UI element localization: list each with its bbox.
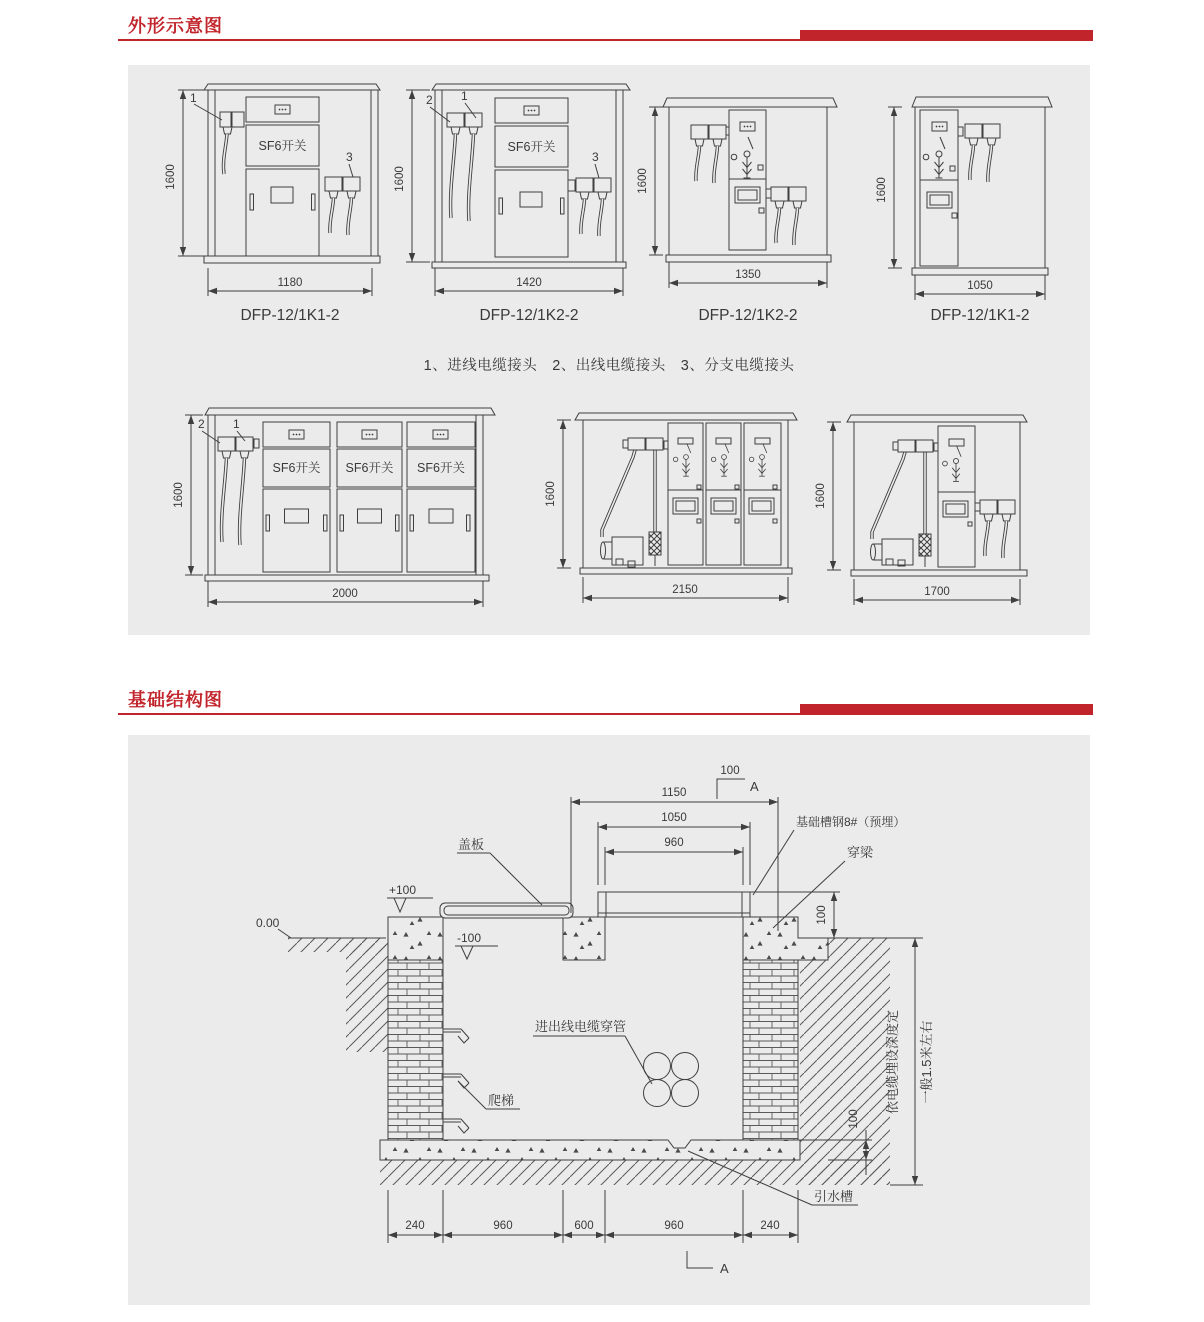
bottom-dimensions [388,1190,798,1276]
dim-100-offset: 100 [720,765,740,777]
section-title-foundation: 基础结构图 [128,690,223,710]
dim-960-left: 960 [493,1220,513,1232]
incoming-cable-connectors [965,124,1000,182]
depth-note-1: 依电缆埋设深度定 [885,1009,900,1115]
width-dim: 1180 [277,277,303,289]
branch-cable-connectors [771,187,806,245]
width-dim: 1700 [924,586,950,598]
sf6-switch-label: SF6开关 [345,461,394,475]
sf6-switch-label: SF6开关 [417,461,465,475]
height-dim: 1600 [815,483,827,509]
cabinet-3bay-front [173,408,495,607]
floor-slab-with-drain-notch [380,1140,800,1160]
height-dim: 1600 [876,177,888,203]
dim-240-right: 240 [760,1220,780,1232]
dim-960: 960 [664,837,684,849]
cable-terminal-assembly [601,438,669,567]
cabinet-1bay-side [815,415,1027,605]
section-rule [118,39,1093,41]
branch-cable-connectors [980,500,1015,558]
model-name: DFP-12/1K2-2 [698,307,798,324]
elev-0: 0.00 [256,916,280,930]
cover-plate-label: 盖板 [458,837,485,852]
dim-1150: 1150 [661,787,687,799]
height-dim: 1600 [545,481,557,507]
branch-cable-connector [576,178,611,236]
width-dim: 1350 [735,269,761,281]
callout-1: 1 [461,89,468,103]
height-dim: 1600 [165,164,177,190]
height-dim: 1600 [394,166,406,192]
height-dim: 1600 [173,482,185,508]
callout-2: 2 [426,93,433,107]
channel-steel-label: 基础槽钢8#（预埋） [796,815,906,829]
callout-3: 3 [346,150,353,164]
soil-left [346,940,388,1052]
sf6-switch-label: SF6开关 [507,140,556,154]
base-slab [598,892,750,917]
cover-plate [440,903,573,918]
width-dim: 2150 [672,584,698,596]
ladder-label: 爬梯 [488,1093,515,1108]
section-mark-a-bottom: A [720,1261,729,1276]
outline-drawings [128,65,1090,635]
model-name: DFP-12/1K1-2 [930,307,1030,324]
section-title-outline: 外形示意图 [128,16,223,36]
left-pier-concrete [388,917,443,960]
incoming-cable-connectors [691,125,726,183]
width-dim: 2000 [332,588,358,600]
right-brick-wall [743,960,798,1140]
depth-note-2: 一般1.5米左右 [919,1020,934,1104]
sf6-switch-label: SF6开关 [258,139,307,153]
incoming-cable-connector [220,112,244,174]
cable-conduits [644,1053,699,1107]
callout-3: 3 [592,150,599,164]
dim-240-left: 240 [405,1220,425,1232]
cabinet-3bay-side [545,413,797,603]
cable-terminal-assembly [871,440,939,567]
branch-cable-connector [325,177,360,235]
cabinet-dfp12-1k2-2-front [394,84,630,324]
conduit-label: 进出线电缆穿管 [535,1019,627,1034]
drain-label: 引水槽 [814,1189,854,1204]
foundation-diagram-panel [128,735,1090,1305]
model-name: DFP-12/1K1-2 [240,307,340,324]
outgoing-incoming-connectors [447,113,482,221]
dim-600: 600 [574,1220,594,1232]
bay-1 [263,422,330,572]
callout-2: 2 [198,417,205,431]
cabinet-dfp12-1k2-2-side [637,98,837,324]
outgoing-incoming-connectors [218,437,253,545]
callout-1: 1 [233,417,240,431]
dim-960-right: 960 [664,1220,684,1232]
bay-2 [337,422,402,572]
dim-1050: 1050 [661,812,687,824]
sf6-switch-label: SF6开关 [272,461,321,475]
height-dim: 1600 [637,168,649,194]
soil-below [380,1160,890,1185]
center-pier-concrete [563,917,605,960]
dim-100-floor: 100 [848,1109,860,1129]
model-name: DFP-12/1K2-2 [479,307,579,324]
elev-minus100: -100 [457,931,482,945]
width-dim: 1420 [516,277,542,289]
beam-label: 穿梁 [847,845,874,860]
dim-100-beam: 100 [816,905,828,925]
section-rule-2 [118,713,1093,715]
width-dim: 1050 [967,280,993,292]
switch-columns [668,423,781,565]
left-brick-wall [388,960,443,1140]
callout-1: 1 [190,91,197,105]
foundation-cross-section [128,735,1090,1305]
cabinet-dfp12-1k1-2-front [165,84,380,324]
outline-diagram-panel [128,65,1090,635]
elev-plus100: +100 [389,883,417,897]
soil-right [800,938,890,1185]
section-mark-a-top: A [750,779,759,794]
ladder [443,1029,469,1133]
cabinet-dfp12-1k1-2-side [876,97,1052,324]
cable-joint-legend: 1、进线电缆接头 2、出线电缆接头 3、分支电缆接头 [423,358,795,374]
bay-3 [407,422,475,572]
